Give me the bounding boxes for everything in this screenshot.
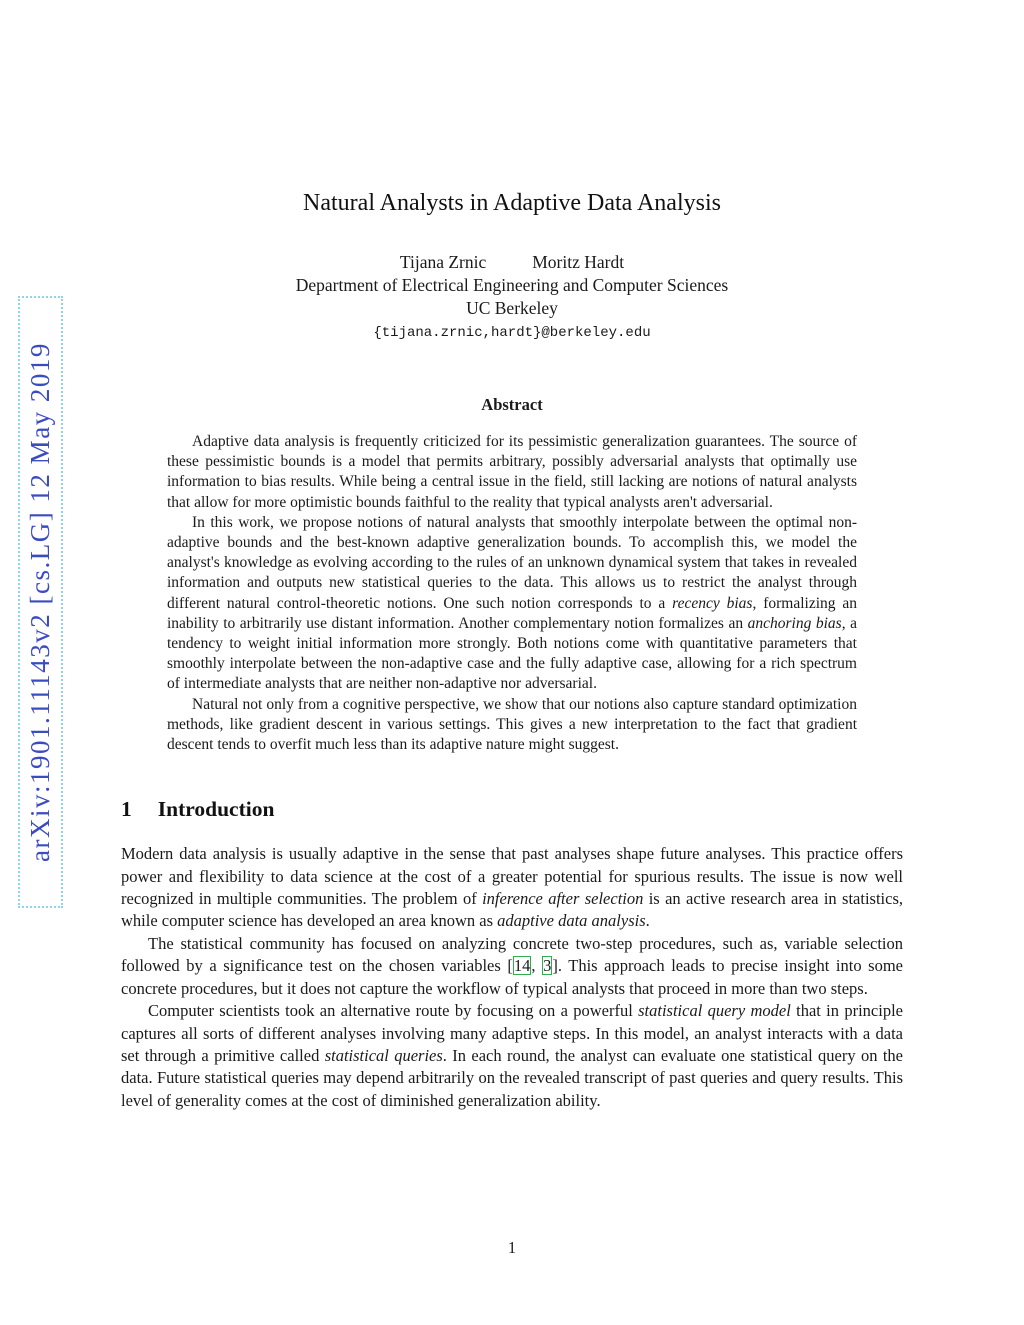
text-segment: adaptive data analysis bbox=[497, 911, 646, 931]
author-emails: {tijana.zrnic,hardt}@berkeley.edu bbox=[373, 325, 651, 341]
introduction-body bbox=[121, 843, 903, 1112]
affiliation-department: Department of Electrical Engineering and Computer Sciences bbox=[295, 275, 729, 295]
paper-title: Natural Analysts in Adaptive Data Analysis bbox=[303, 190, 721, 216]
section-heading-introduction bbox=[121, 797, 903, 822]
text-segment: statistical query model bbox=[638, 1001, 791, 1021]
text-segment: Natural not only from a cognitive perspective, we show that our notions also capture standard optimization methods, like gradient descent in various settings. This gives a new interpretation to the fact that gradient descent tends to overfit much less than its adaptive nature might suggest. bbox=[167, 695, 857, 754]
text-segment: is an active research area in statistics, while computer science has developed an area known as bbox=[121, 889, 903, 931]
text-segment: inference after selection bbox=[482, 889, 644, 909]
author-1: Tijana Zrnic bbox=[399, 252, 487, 272]
text-segment: Modern data analysis is usually adaptive in the sense that past analyses shape future analyses. This practice offers power and flexibility to data science at the cost of a greater potential for spurious results. The issue is now well recognized in multiple communities. The problem of bbox=[121, 844, 903, 909]
text-segment: anchoring bias bbox=[747, 614, 842, 632]
abstract-paragraph bbox=[167, 513, 857, 695]
arxiv-watermark bbox=[18, 296, 63, 908]
author-2: Moritz Hardt bbox=[532, 252, 625, 272]
abstract-paragraph bbox=[167, 695, 857, 756]
intro-paragraph bbox=[121, 1000, 903, 1112]
text-segment: that in principle captures all sorts of different analyses involving many adaptive steps. In this model, an analyst interacts with a data set through a primitive called bbox=[121, 1001, 903, 1065]
paper-content bbox=[121, 0, 904, 1257]
text-segment: The statistical community has focused on analyzing concrete two-step procedures, such as, variable selection followed by a significance test on the chosen variables [ bbox=[121, 933, 903, 976]
intro-paragraph bbox=[121, 933, 903, 1000]
text-segment: ]. This approach leads to precise insight into some concrete procedures, but it does not capture the workflow of typical analysts that proceed in more than two steps. bbox=[121, 956, 904, 998]
text-segment: statistical queries bbox=[324, 1045, 443, 1065]
text-segment: , bbox=[531, 956, 543, 976]
citation-link[interactable]: 3 bbox=[543, 956, 552, 976]
abstract-section bbox=[167, 395, 857, 755]
citation-link[interactable]: 14 bbox=[513, 956, 531, 976]
text-segment: . In each round, the analyst can evaluate one statistical query on the data. Future statistical queries may depend arbitrarily on the revealed transcript of past queries and query results. This level of generality comes at the cost of diminished generalization ability. bbox=[121, 1045, 903, 1110]
page-number: 1 bbox=[507, 1238, 517, 1257]
intro-paragraph bbox=[121, 843, 903, 933]
text-segment: . bbox=[645, 911, 650, 931]
abstract-paragraph bbox=[167, 432, 857, 513]
text-segment: , a tendency to weight initial information more strongly. Both notions come with quantitative parameters that smoothly interpolate between the non-adaptive case and the fully adaptive case, allowing for a rich spectrum of intermediate analysts that are neither non-adaptive nor adversarial. bbox=[167, 614, 857, 693]
section-title: Introduction bbox=[157, 797, 275, 822]
affiliation-university: UC Berkeley bbox=[466, 298, 558, 318]
text-segment: Computer scientists took an alternative route by focusing on a powerful bbox=[148, 1001, 639, 1021]
text-segment: In this work, we propose notions of natural analysts that smoothly interpolate between the optimal non-adaptive bounds and the best-known adaptive generalization bounds. To accomplish this, we model the analyst's knowledge as evolving according to the rules of an unknown dynamical system that takes in revealed information and outputs new statistical queries to the data. This allows us to restrict the analyst through different natural control-theoretic notions. One such notion corresponds to a bbox=[167, 513, 857, 612]
authors-line bbox=[121, 251, 903, 274]
arxiv-watermark-text: arXiv:1901.11143v2 [cs.LG] 12 May 2019 bbox=[25, 342, 55, 862]
abstract-heading: Abstract bbox=[481, 395, 543, 414]
text-segment: recency bias bbox=[672, 594, 753, 612]
section-number: 1 bbox=[121, 797, 132, 822]
text-segment: , formalizing an inability to arbitrarily use distant information. Another complementary notion formalizes an bbox=[167, 594, 857, 632]
text-segment: Adaptive data analysis is frequently criticized for its pessimistic generalization guarantees. The source of these pessimistic bounds is a model that permits arbitrary, possibly adversarial analysts that optimally use information to bias results. While being a central issue in the field, still lacking are notions of natural analysts that allow for more optimistic bounds faithful to the reality that typical analysts aren't adversarial. bbox=[167, 433, 857, 511]
